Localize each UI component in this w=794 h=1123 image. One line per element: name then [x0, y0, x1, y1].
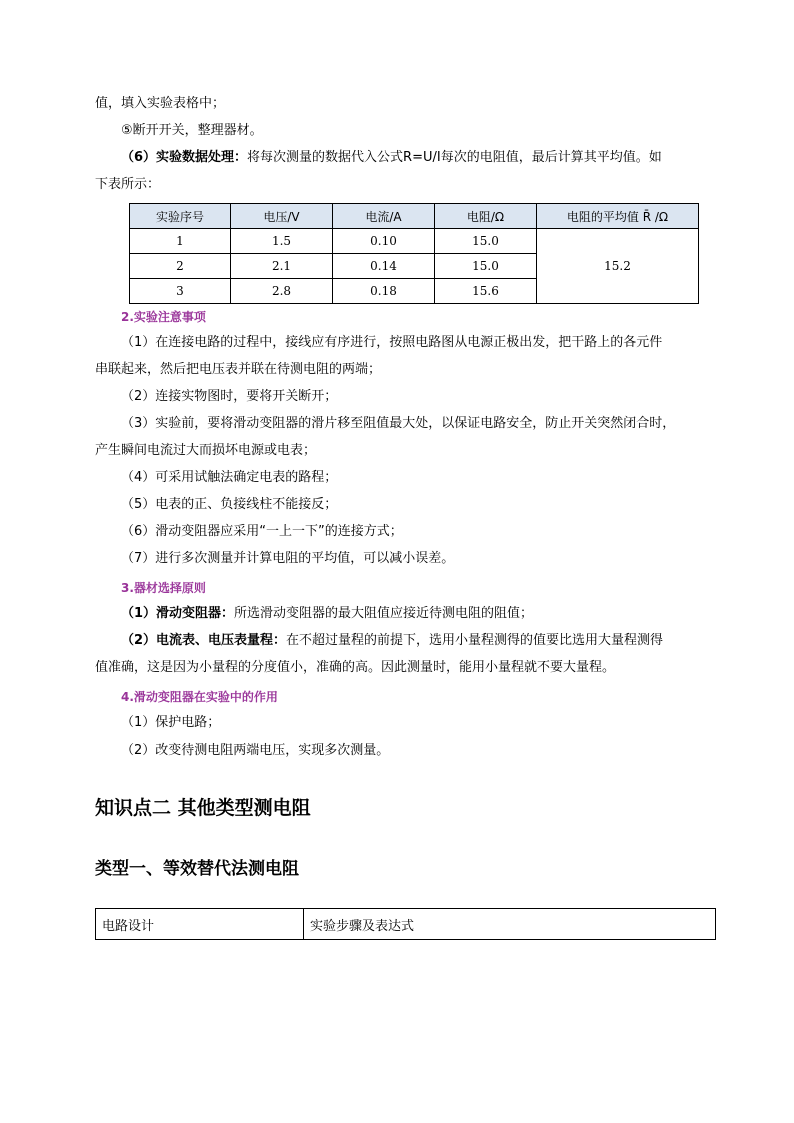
data-processing-text: 将每次测量的数据代入公式R=U/I每次的电阻值，最后计算其平均值。如: [247, 150, 662, 165]
note-line: （2）连接实物图时，要将开关断开；: [121, 389, 338, 404]
table-cell: 15.0: [435, 254, 537, 279]
principle-1-text: 所选滑动变阻器的最大阻值应接近待测电阻的阻值；: [234, 606, 534, 621]
note-line: （5）电表的正、负接线柱不能接反；: [121, 497, 338, 512]
note-line: （1）在连接电路的过程中，接线应有序进行，按照电路图从电源正极出发，把干路上的各元件: [121, 335, 663, 350]
average-cell: 15.2: [537, 229, 699, 304]
paragraph-line: 下表所示：: [95, 177, 161, 192]
note-line: （3）实验前，要将滑动变阻器的滑片移至阻值最大处，以保证电路安全，防止开关突然闭合时，: [121, 416, 676, 431]
table-row: [96, 909, 716, 940]
principle-2-cont: 值准确，这是因为小量程的分度值小，准确的高。因此测量时，能用小量程就不要大量程。: [95, 660, 616, 675]
table-cell: 0.18: [333, 279, 435, 304]
data-processing-line: [121, 148, 662, 168]
table-row: [130, 229, 699, 254]
table-cell: 1.5: [231, 229, 333, 254]
design-col-1: 电路设计: [96, 909, 304, 940]
results-table: [129, 203, 699, 304]
table-cell: 2.8: [231, 279, 333, 304]
type-heading: 类型一、等效替代法测电阻: [95, 859, 299, 879]
header-cell: 实验序号: [130, 204, 231, 229]
table-header-row: [130, 204, 699, 229]
table-cell: 2: [130, 254, 231, 279]
paragraph-line: 值，填入实验表格中；: [95, 96, 226, 111]
design-table: [95, 908, 716, 940]
note-line: 产生瞬间电流过大而损坏电源或电表；: [95, 443, 317, 458]
table-cell: 15.6: [435, 279, 537, 304]
principle-1-label: （1）滑动变阻器：: [121, 606, 235, 621]
table-cell: 2.1: [231, 254, 333, 279]
table-cell: 0.14: [333, 254, 435, 279]
principle-1: [121, 604, 533, 624]
principle-2: [121, 631, 663, 651]
section-4-title: 4.滑动变阻器在实验中的作用: [121, 690, 278, 704]
header-cell: 电压/V: [231, 204, 333, 229]
principle-2-label: （2）电流表、电压表量程：: [121, 633, 287, 648]
table-cell: 0.10: [333, 229, 435, 254]
header-cell: 电阻的平均值 R̄ /Ω: [537, 204, 699, 229]
data-processing-label: （6）实验数据处理：: [121, 150, 248, 165]
table-cell: 3: [130, 279, 231, 304]
note-line: （6）滑动变阻器应采用“一上一下”的连接方式；: [121, 524, 403, 539]
note-line: 串联起来，然后把电压表并联在待测电阻的两端；: [95, 362, 382, 377]
design-col-2: 实验步骤及表达式: [304, 909, 716, 940]
section-3-title: 3.器材选择原则: [121, 581, 206, 595]
table-cell: 15.0: [435, 229, 537, 254]
header-cell: 电流/A: [333, 204, 435, 229]
note-line: （4）可采用试触法确定电表的路程；: [121, 470, 338, 485]
note-line: （7）进行多次测量并计算电阻的平均值，可以减小误差。: [121, 551, 455, 566]
principle-2-text: 在不超过量程的前提下，选用小量程测得的值要比选用大量程测得: [286, 633, 664, 648]
header-cell: 电阻/Ω: [435, 204, 537, 229]
table-cell: 1: [130, 229, 231, 254]
section-2-title: 2.实验注意事项: [121, 310, 206, 324]
role-line: （2）改变待测电阻两端电压，实现多次测量。: [121, 743, 390, 758]
step-5-text: ⑤断开开关，整理器材。: [121, 123, 263, 138]
knowledge-heading: 知识点二 其他类型测电阻: [95, 797, 311, 819]
role-line: （1）保护电路；: [121, 715, 221, 730]
